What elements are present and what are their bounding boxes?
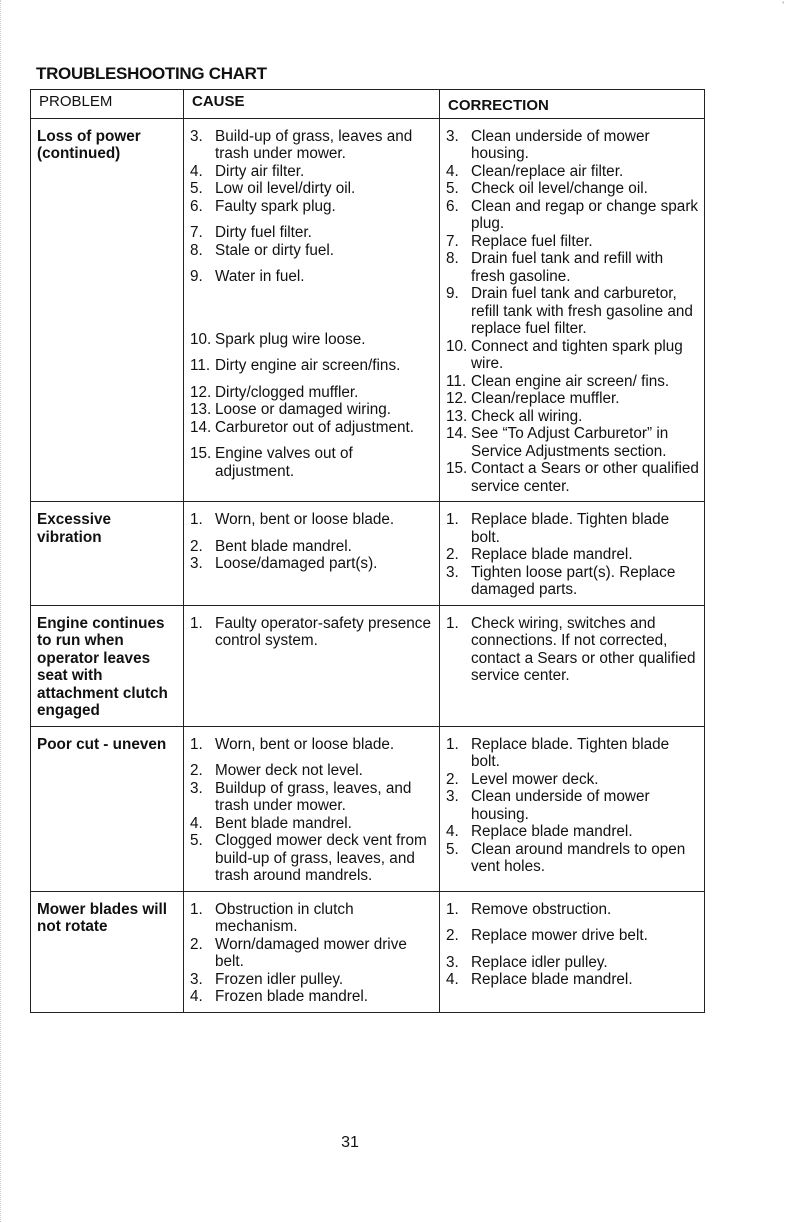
correction-number: 2. — [446, 927, 459, 944]
problem-cell — [31, 726, 184, 891]
correction-text: Replace blade mandrel. — [471, 971, 633, 988]
cause-number: 6. — [190, 197, 203, 215]
cause-number: 15. — [190, 445, 212, 462]
cause-number: 2. — [190, 935, 203, 953]
cause-text: Engine valves out of adjustment. — [215, 445, 353, 480]
correction-number: 5. — [446, 180, 459, 197]
cause-item — [190, 736, 434, 754]
corner-mark: ' — [782, 0, 784, 10]
problem-cell — [31, 605, 184, 726]
correction-text: Clean underside of mower housing. — [471, 788, 650, 823]
correction-number: 3. — [446, 127, 459, 145]
correction-number: 6. — [446, 197, 459, 215]
problem-cell — [31, 891, 184, 1012]
cause-item — [190, 538, 434, 556]
cause-number: 5. — [190, 180, 203, 197]
correction-item — [446, 285, 699, 338]
cause-number: 10. — [190, 330, 212, 348]
cause-text: Obstruction in clutch mechanism. — [215, 900, 354, 935]
header-cause: CAUSE — [184, 90, 440, 119]
correction-text: Clean and regap or change spark plug. — [471, 197, 699, 232]
correction-number: 2. — [446, 770, 459, 788]
cause-text: Dirty air filter. — [215, 162, 305, 180]
problem-label: Mower blades will not rotate — [37, 900, 168, 935]
correction-item — [446, 198, 699, 233]
cause-item — [190, 268, 434, 286]
correction-text: Check oil level/change oil. — [471, 180, 648, 197]
correction-number: 1. — [446, 511, 459, 528]
correction-cell — [440, 502, 705, 606]
correction-number: 15. — [446, 460, 468, 477]
table-body — [31, 118, 705, 1012]
cause-text: Stale or dirty fuel. — [215, 241, 335, 259]
correction-number: 3. — [446, 788, 459, 805]
cause-list — [190, 736, 434, 885]
cause-list — [190, 128, 434, 481]
cause-item — [190, 988, 434, 1006]
cause-item — [190, 384, 434, 402]
correction-item — [446, 511, 699, 546]
correction-number: 9. — [446, 285, 459, 302]
correction-text: Connect and tighten spark plug wire. — [471, 337, 683, 372]
troubleshooting-table — [30, 89, 705, 1013]
correction-list — [446, 615, 699, 685]
cause-item — [190, 445, 434, 480]
chart-title: TROUBLESHOOTING CHART — [36, 64, 267, 83]
cause-number: 1. — [190, 614, 203, 632]
correction-number: 11. — [446, 372, 467, 390]
cause-item — [190, 901, 434, 936]
correction-number: 1. — [446, 900, 459, 918]
cause-item — [190, 762, 434, 780]
cause-number: 1. — [190, 735, 203, 753]
correction-number: 13. — [446, 407, 468, 425]
cause-item — [190, 971, 434, 989]
correction-item — [446, 615, 699, 685]
cause-number: 8. — [190, 241, 203, 259]
cause-number: 3. — [190, 779, 203, 797]
page-number: 31 — [341, 1134, 359, 1151]
correction-text: Replace blade. Tighten blade bolt. — [471, 735, 670, 770]
correction-item — [446, 460, 699, 495]
cause-number: 1. — [190, 511, 203, 528]
cause-list — [190, 511, 434, 573]
correction-item — [446, 823, 699, 841]
cause-item — [190, 331, 434, 349]
correction-item — [446, 180, 699, 198]
correction-text: Check wiring, switches and connections. If not corrected, contact a Sears or other qualified service center. — [471, 614, 696, 684]
cause-item — [190, 419, 434, 437]
cause-text: Faulty operator-safety presence control system. — [215, 614, 431, 649]
correction-number: 12. — [446, 390, 468, 407]
correction-item — [446, 338, 699, 373]
cause-number: 12. — [190, 383, 212, 401]
correction-item — [446, 408, 699, 426]
correction-item — [446, 971, 699, 989]
correction-text: Check all wiring. — [471, 407, 583, 425]
cause-text: Spark plug wire loose. — [215, 330, 366, 348]
cause-text: Carburetor out of adjustment. — [215, 418, 414, 436]
cause-cell — [184, 118, 440, 502]
cause-item — [190, 224, 434, 242]
cause-number: 3. — [190, 970, 203, 988]
cause-text: Dirty/clogged muffler. — [215, 383, 359, 401]
correction-item — [446, 901, 699, 919]
correction-item — [446, 788, 699, 823]
cause-number: 9. — [190, 268, 203, 285]
cause-item — [190, 128, 434, 163]
cause-text: Bent blade mandrel. — [215, 537, 352, 555]
cause-number: 14. — [190, 418, 212, 436]
problem-label: Poor cut - uneven — [37, 735, 167, 753]
correction-number: 8. — [446, 250, 459, 267]
cause-cell — [184, 502, 440, 606]
table-row — [31, 502, 705, 606]
correction-text: Drain fuel tank and refill with fresh gasoline. — [471, 250, 664, 285]
cause-item — [190, 815, 434, 833]
cause-text: Worn, bent or loose blade. — [215, 511, 395, 528]
correction-text: Tighten loose part(s). Replace damaged parts. — [471, 563, 676, 598]
cause-number: 1. — [190, 900, 203, 918]
cause-item — [190, 198, 434, 216]
cause-number: 4. — [190, 988, 203, 1005]
correction-item — [446, 233, 699, 251]
correction-number: 2. — [446, 546, 459, 563]
cause-item — [190, 555, 434, 573]
cause-cell — [184, 605, 440, 726]
correction-text: Replace mower drive belt. — [471, 927, 648, 944]
correction-text: Level mower deck. — [471, 770, 599, 788]
cause-text: Frozen blade mandrel. — [215, 988, 369, 1005]
correction-text: Replace blade. Tighten blade bolt. — [471, 511, 670, 546]
cause-item — [190, 242, 434, 260]
cause-item — [190, 832, 434, 885]
cause-number: 3. — [190, 127, 203, 145]
problem-cell — [31, 502, 184, 606]
cause-item — [190, 936, 434, 971]
correction-item — [446, 128, 699, 163]
correction-list — [446, 511, 699, 599]
correction-item — [446, 841, 699, 876]
cause-text: Loose/damaged part(s). — [215, 555, 378, 572]
problem-label: Excessive vibration — [37, 511, 112, 546]
correction-number: 4. — [446, 162, 459, 180]
correction-number: 5. — [446, 840, 459, 858]
cause-item — [190, 180, 434, 198]
correction-number: 14. — [446, 425, 468, 442]
cause-text: Build-up of grass, leaves and trash under mower. — [215, 127, 413, 162]
cause-number: 11. — [190, 357, 211, 374]
correction-item — [446, 564, 699, 599]
table-row — [31, 726, 705, 891]
cause-item — [190, 511, 434, 529]
cause-item — [190, 163, 434, 181]
correction-cell — [440, 891, 705, 1012]
cause-item — [190, 357, 434, 375]
header-correction: CORRECTION — [440, 90, 705, 119]
correction-number: 3. — [446, 563, 459, 581]
correction-text: Clean underside of mower housing. — [471, 127, 650, 162]
correction-cell — [440, 118, 705, 502]
correction-list — [446, 736, 699, 876]
cause-text: Clogged mower deck vent from build-up of grass, leaves, and trash around mandrels. — [215, 832, 427, 884]
cause-number: 4. — [190, 162, 203, 180]
correction-item — [446, 163, 699, 181]
cause-text: Loose or damaged wiring. — [215, 401, 392, 418]
correction-text: Clean/replace muffler. — [471, 390, 620, 407]
cause-number: 7. — [190, 224, 203, 241]
cause-text: Bent blade mandrel. — [215, 814, 352, 832]
correction-number: 1. — [446, 735, 459, 753]
correction-number: 10. — [446, 337, 468, 355]
cause-text: Water in fuel. — [215, 268, 305, 285]
cause-list — [190, 901, 434, 1006]
cause-text: Mower deck not level. — [215, 762, 363, 779]
correction-item — [446, 390, 699, 408]
header-row — [31, 90, 705, 119]
correction-text: Replace blade mandrel. — [471, 823, 633, 840]
correction-cell — [440, 605, 705, 726]
correction-item — [446, 954, 699, 972]
correction-item — [446, 771, 699, 789]
correction-list — [446, 901, 699, 989]
correction-text: Replace fuel filter. — [471, 232, 593, 250]
cause-cell — [184, 726, 440, 891]
cause-text: Dirty fuel filter. — [215, 224, 312, 241]
correction-number: 1. — [446, 614, 459, 632]
cause-text: Dirty engine air screen/fins. — [215, 357, 401, 374]
cause-number: 4. — [190, 814, 203, 832]
correction-text: Replace blade mandrel. — [471, 546, 633, 563]
correction-item — [446, 250, 699, 285]
correction-text: Contact a Sears or other qualified service center. — [471, 460, 699, 495]
table-row — [31, 118, 705, 502]
correction-text: Drain fuel tank and carburetor, refill tank with fresh gasoline and replace fuel filter. — [471, 285, 693, 337]
scan-edge — [0, 0, 7, 1222]
correction-text: Remove obstruction. — [471, 900, 612, 918]
correction-text: Clean/replace air filter. — [471, 162, 624, 180]
cause-text: Low oil level/dirty oil. — [215, 180, 356, 197]
correction-number: 4. — [446, 823, 459, 840]
correction-list — [446, 128, 699, 496]
correction-text: See “To Adjust Carburetor” in Service Adjustments section. — [471, 425, 669, 460]
cause-number: 3. — [190, 555, 203, 572]
cause-item — [190, 615, 434, 650]
correction-number: 4. — [446, 971, 459, 988]
correction-item — [446, 373, 699, 391]
correction-number: 3. — [446, 953, 459, 971]
cause-text: Worn, bent or loose blade. — [215, 735, 395, 753]
correction-item — [446, 736, 699, 771]
correction-text: Clean engine air screen/ fins. — [471, 372, 670, 390]
cause-number: 5. — [190, 832, 203, 849]
cause-text: Faulty spark plug. — [215, 197, 336, 215]
correction-cell — [440, 726, 705, 891]
cause-text: Buildup of grass, leaves, and trash under mower. — [215, 779, 412, 814]
cause-number: 13. — [190, 401, 212, 418]
cause-item — [190, 401, 434, 419]
correction-number: 7. — [446, 232, 459, 250]
cause-list — [190, 615, 434, 650]
cause-text: Frozen idler pulley. — [215, 970, 344, 988]
correction-text: Clean around mandrels to open vent holes. — [471, 840, 686, 875]
table-row — [31, 891, 705, 1012]
header-problem: PROBLEM — [31, 90, 184, 119]
problem-label: Engine continues to run when operator leaves seat with attachment clutch engaged — [37, 614, 168, 719]
cause-item — [190, 780, 434, 815]
correction-item — [446, 927, 699, 945]
cause-number: 2. — [190, 537, 203, 555]
correction-text: Replace idler pulley. — [471, 953, 608, 971]
table-row — [31, 605, 705, 726]
problem-label: Loss of power (continued) — [37, 127, 141, 162]
cause-text: Worn/damaged mower drive belt. — [215, 935, 407, 970]
correction-item — [446, 546, 699, 564]
correction-item — [446, 425, 699, 460]
cause-cell — [184, 891, 440, 1012]
cause-number: 2. — [190, 762, 203, 779]
problem-cell — [31, 118, 184, 502]
